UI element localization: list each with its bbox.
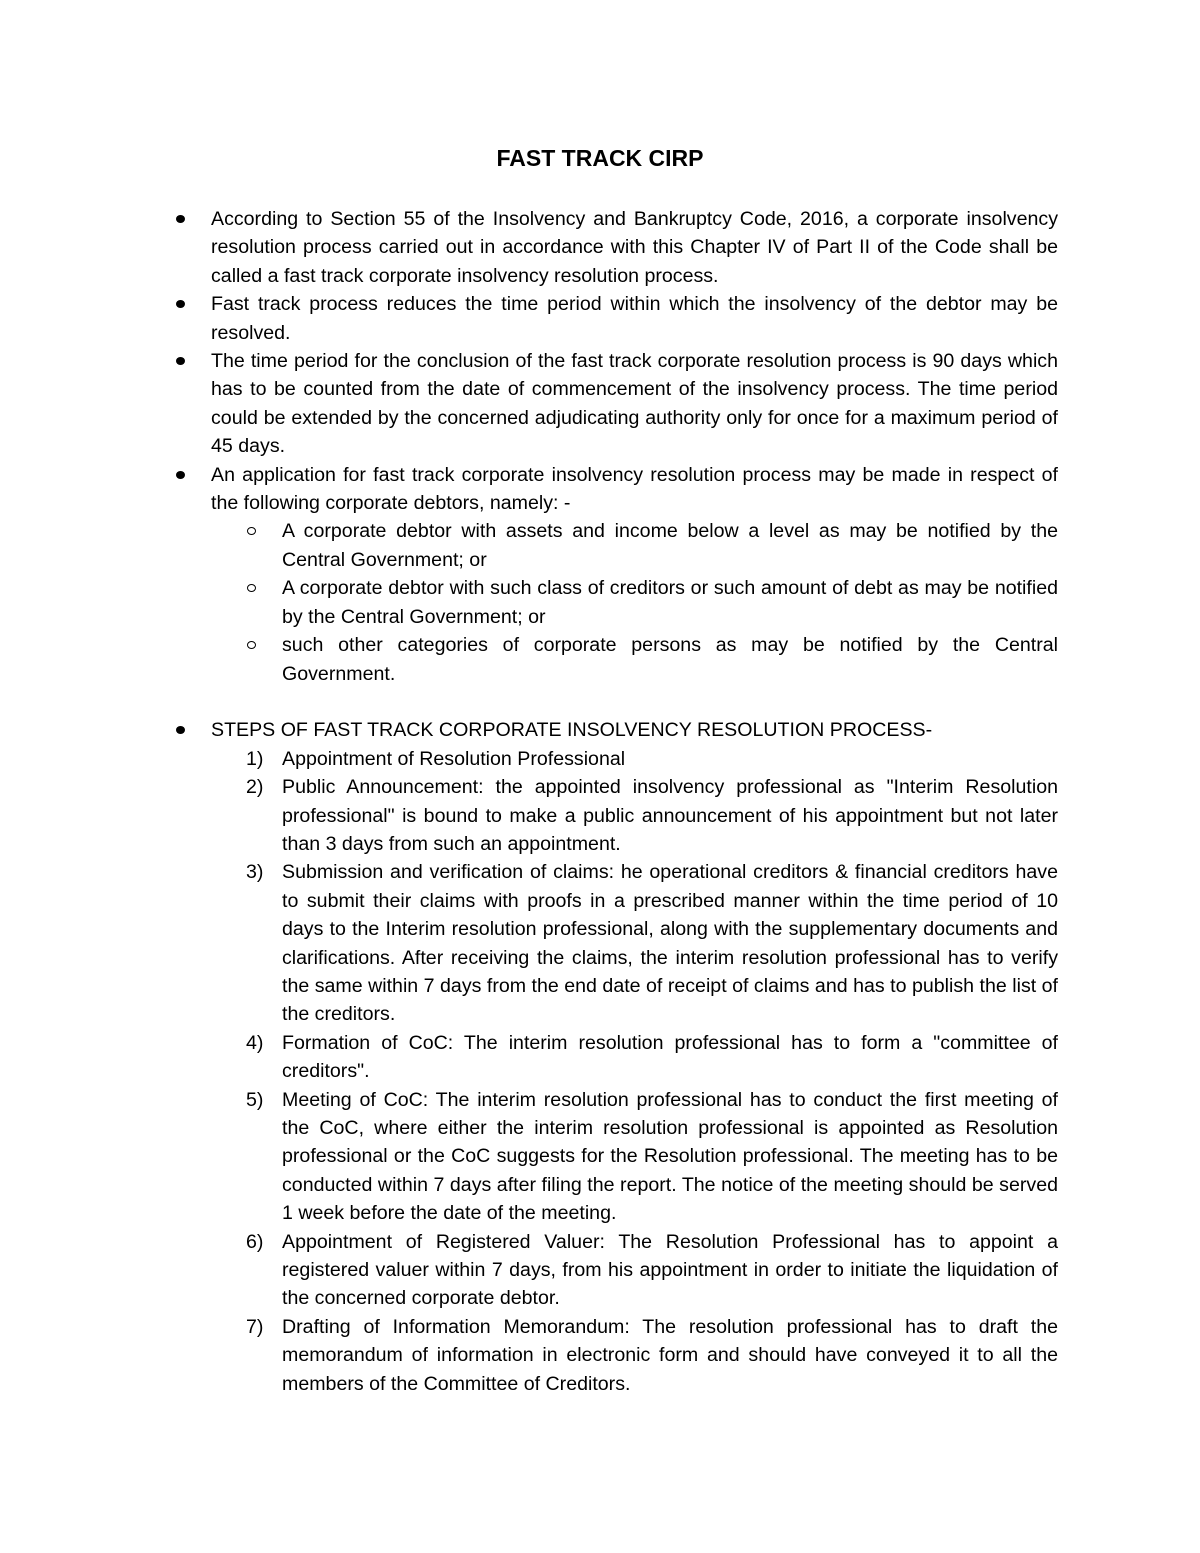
sub-bullet-list [0, 517, 1200, 687]
steps-heading-text: STEPS OF FAST TRACK CORPORATE INSOLVENCY RESOLUTION PROCESS- [211, 719, 933, 742]
step-item [246, 1029, 1058, 1086]
bullet-icon [176, 300, 185, 308]
steps-heading-list [0, 716, 1200, 744]
sub-bullet-text: such other categories of corporate persons as may be notified by the Central Government. [282, 634, 1058, 685]
step-number: 2) [246, 776, 264, 799]
sub-list-item [282, 631, 1058, 688]
step-text: Drafting of Information Memorandum: The resolution professional has to draft the memorandum of information in electronic form and should have conveyed it to all the members of the Committee of Creditors. [282, 1315, 1058, 1395]
step-number: 6) [246, 1230, 264, 1253]
step-item [246, 1313, 1058, 1398]
step-item [246, 773, 1058, 858]
step-text: Appointment of Registered Valuer: The Resolution Professional has to appoint a registered valuer within 7 days, from his appointment in order to initiate the liquidation of the concerned corporate debtor. [282, 1230, 1058, 1310]
step-text: Submission and verification of claims: he operational creditors & financial creditors have to submit their claims with proofs in a prescribed manner within the time period of 10 days to the Interim resolution professional, along with the supplementary documents and clarifications. After receiving the claims, the interim resolution professional has to verify the same within 7 days from the end date of receipt of claims and has to publish the list of the creditors. [282, 861, 1058, 1026]
step-text: Public Announcement: the appointed insolvency professional as "Interim Resolution professional" is bound to make a public announcement of his appointment but not later than 3 days from such an appointment. [282, 776, 1058, 855]
step-number: 5) [246, 1088, 264, 1111]
bullet-text: According to Section 55 of the Insolvency and Bankruptcy Code, 2016, a corporate insolvency resolution process carried out in accordance with this Chapter IV of Part II of the Code shall be called a fast track corporate insolvency resolution process. [211, 208, 1058, 287]
step-number: 4) [246, 1031, 264, 1054]
bullet-text: Fast track process reduces the time period within which the insolvency of the debtor may be resolved. [211, 293, 1058, 344]
list-item [211, 347, 1058, 461]
step-text: Appointment of Resolution Professional [282, 747, 626, 770]
list-item [211, 205, 1058, 290]
list-item [211, 290, 1058, 347]
step-item [246, 858, 1058, 1028]
hollow-circle-bullet-icon [247, 584, 256, 592]
page-title: FAST TRACK CIRP [496, 145, 704, 171]
bullet-icon [176, 471, 185, 479]
step-item [246, 1086, 1058, 1228]
bullet-icon [176, 215, 185, 223]
document-body [0, 205, 1200, 1398]
step-text: Formation of CoC: The interim resolution professional has to form a "committee of creditors". [282, 1031, 1058, 1083]
paragraph-spacer [0, 688, 1200, 716]
step-number: 7) [246, 1315, 264, 1338]
step-item [246, 745, 1058, 773]
sub-list-item [282, 574, 1058, 631]
step-number: 1) [246, 747, 264, 770]
hollow-circle-bullet-icon [247, 527, 256, 535]
steps-heading [211, 716, 1058, 744]
sub-bullet-text: A corporate debtor with assets and income below a level as may be notified by the Central Government; or [282, 520, 1058, 571]
bullet-icon [176, 726, 185, 734]
list-item [211, 461, 1058, 518]
bullet-text: An application for fast track corporate insolvency resolution process may be made in respect of the following corporate debtors, namely: - [211, 463, 1058, 515]
bullet-icon [176, 357, 185, 365]
step-item [246, 1228, 1058, 1313]
bullet-text: The time period for the conclusion of the fast track corporate resolution process is 90 days which has to be counted from the date of commencement of the insolvency process. The time period could be extended by the concerned adjudicating authority only for once for a maximum period of 45 days. [211, 350, 1058, 458]
hollow-circle-bullet-icon [247, 641, 256, 649]
step-number: 3) [246, 861, 264, 884]
steps-list [0, 745, 1200, 1398]
step-text: Meeting of CoC: The interim resolution professional has to conduct the first meeting of the CoC, where either the interim resolution professional is appointed as Resolution professional or the CoC suggests for the Resolution professional. The meeting has to be conducted within 7 days after filing the report. The notice of the meeting should be served 1 week before the date of the meeting. [282, 1088, 1058, 1225]
bullet-list [0, 205, 1200, 517]
sub-list-item [282, 517, 1058, 574]
sub-bullet-text: A corporate debtor with such class of creditors or such amount of debt as may be notified by the Central Government; or [282, 577, 1058, 628]
